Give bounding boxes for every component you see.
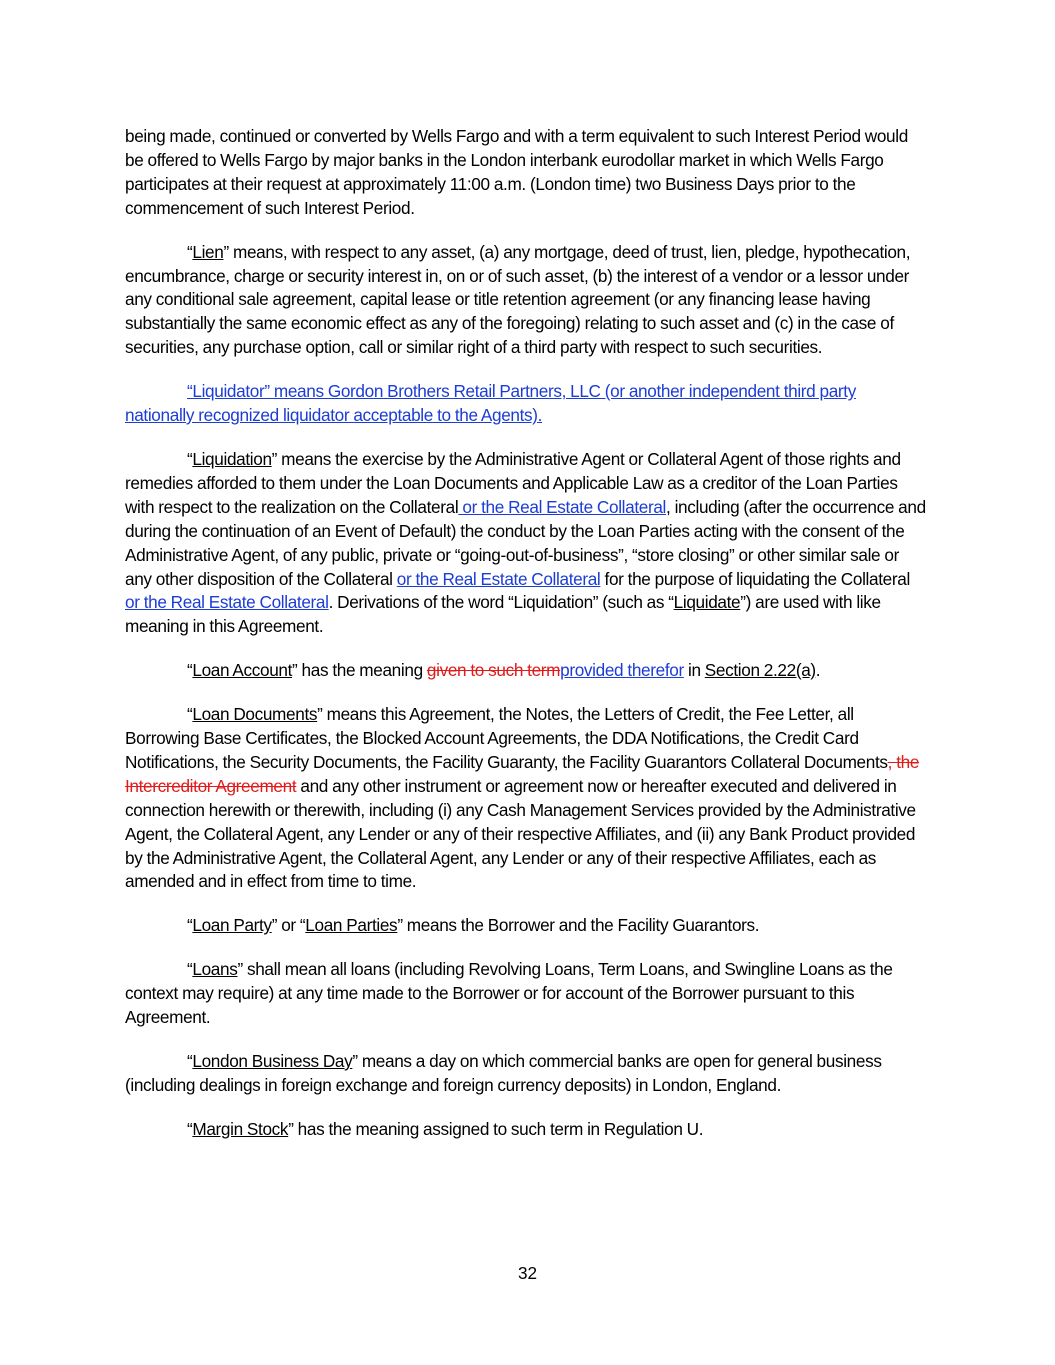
definition-loan-documents bbox=[125, 703, 928, 894]
defined-term: Loan Party bbox=[192, 915, 272, 936]
inserted-text: provided therefor bbox=[560, 660, 684, 681]
open-quote: “ bbox=[187, 1051, 193, 1071]
deleted-text: , the Intercreditor Agreement bbox=[125, 751, 920, 796]
definition-text: in bbox=[683, 660, 705, 681]
definition-text: ” has the meaning bbox=[292, 660, 427, 681]
deleted-text: given to such term bbox=[426, 660, 561, 681]
definition-text: for the purpose of liquidating the Collateral bbox=[600, 568, 910, 589]
defined-term: Loans bbox=[192, 959, 238, 980]
definition-text: ” means a day on which commercial banks are open for general business (including dealings in foreign exchange and foreign currency deposits) in London, England. bbox=[125, 1051, 882, 1095]
definition-margin-stock bbox=[125, 1118, 928, 1142]
definition-text: and any other instrument or agreement now or hereafter executed and delivered in connection herewith or therewith, including (i) any Cash Management Services provided by the Administrative Agent, the Collateral Agent, any Lender or any of their respective Affiliates, and (ii) any Bank Product provided by the Administrative Agent, the Collateral Agent, any Lender or any of their respective Affiliates, each as amended and in effect from time to time. bbox=[125, 775, 916, 892]
open-quote: “ bbox=[187, 915, 193, 936]
definition-text: ”) are used with like meaning in this Agreement. bbox=[125, 592, 881, 637]
inserted-text: “Liquidator” means Gordon Brothers Retail Partners, LLC (or another independent third party nationally recognized liquidator acceptable to the Agents). bbox=[125, 381, 856, 426]
definition-text: ” has the meaning assigned to such term in Regulation U. bbox=[288, 1118, 704, 1139]
definition-text: ” means the exercise by the Administrative Agent or Collateral Agent of those rights and remedies afforded to them under the Loan Documents and Applicable Law as a creditor of the Loan Parties with respect to the realization on the Collateral bbox=[125, 448, 901, 517]
defined-term: Loan Documents bbox=[192, 704, 318, 725]
definition-loan-account bbox=[125, 659, 928, 683]
open-quote: “ bbox=[187, 704, 193, 725]
page-number: 32 bbox=[517, 1263, 538, 1283]
inserted-text: or the Real Estate Collateral bbox=[125, 592, 329, 613]
defined-term: Liquidation bbox=[192, 448, 272, 469]
open-quote: “ bbox=[187, 448, 193, 469]
paragraph-libor-continuation bbox=[125, 125, 928, 221]
defined-term: Loan Account bbox=[192, 660, 293, 681]
inserted-text: or the Real Estate Collateral bbox=[458, 496, 667, 517]
open-quote: “ bbox=[187, 1118, 193, 1139]
definition-liquidation bbox=[125, 448, 928, 639]
paragraph-text: being made, continued or converted by Wells Fargo and with a term equivalent to such Interest Period would be offered to Wells Fargo by major banks in the London interbank eurodollar market in which Wells Fargo participates at their request at approximately 11:00 a.m. (London time) two Business Days prior to the commencement of such Interest Period. bbox=[125, 126, 908, 218]
definition-text: ” means, with respect to any asset, (a) any mortgage, deed of trust, lien, pledge, hypothecation, encumbrance, charge or security interest in, on or of such asset, (b) the interest of a vendor or a lessor under any conditional sale agreement, capital lease or title retention agreement (or any financing lease having substantially the same economic effect as any of the foregoing) relating to such asset and (c) in the case of securities, any purchase option, call or similar right of a third party with respect to such securities. bbox=[125, 241, 911, 358]
defined-term: Lien bbox=[192, 241, 224, 262]
definition-text: ” or “ bbox=[271, 915, 306, 936]
definition-liquidator bbox=[125, 380, 928, 428]
definition-text: . bbox=[815, 660, 821, 681]
document-page bbox=[125, 125, 928, 1162]
definition-text: . Derivations of the word “Liquidation” (such as “ bbox=[328, 592, 674, 613]
definition-text: , including (after the occurrence and during the continuation of an Event of Default) the conduct by the Loan Parties acting with the consent of the Administrative Agent, of any public, private or “going-out-of-business”, “store closing” or other similar sale or any other disposition of the Collateral bbox=[125, 496, 926, 589]
defined-term: London Business Day bbox=[192, 1051, 353, 1071]
defined-term: Margin Stock bbox=[192, 1118, 289, 1139]
definition-london-business-day bbox=[125, 1050, 928, 1098]
defined-term: Loan Parties bbox=[305, 915, 398, 936]
definition-loans bbox=[125, 958, 928, 1030]
open-quote: “ bbox=[187, 660, 193, 681]
definition-text: ” means this Agreement, the Notes, the Letters of Credit, the Fee Letter, all Borrowing Base Certificates, the Blocked Account Agreements, the DDA Notifications, the Credit Card Notifications, the Security Documents, the Facility Guaranty, the Facility Guarantors Collateral Documents bbox=[125, 704, 888, 772]
section-reference: Section 2.22(a) bbox=[704, 660, 816, 681]
definition-lien bbox=[125, 241, 928, 361]
definition-text: ” means the Borrower and the Facility Guarantors. bbox=[397, 915, 760, 936]
defined-term: Liquidate bbox=[673, 592, 741, 613]
definition-loan-party bbox=[125, 914, 928, 938]
open-quote: “ bbox=[187, 959, 193, 980]
definition-text: ” shall mean all loans (including Revolving Loans, Term Loans, and Swingline Loans as the context may require) at any time made to the Borrower or for account of the Borrower pursuant to this Agreement. bbox=[125, 959, 893, 1028]
open-quote: “ bbox=[187, 241, 193, 262]
inserted-text: or the Real Estate Collateral bbox=[396, 568, 601, 589]
